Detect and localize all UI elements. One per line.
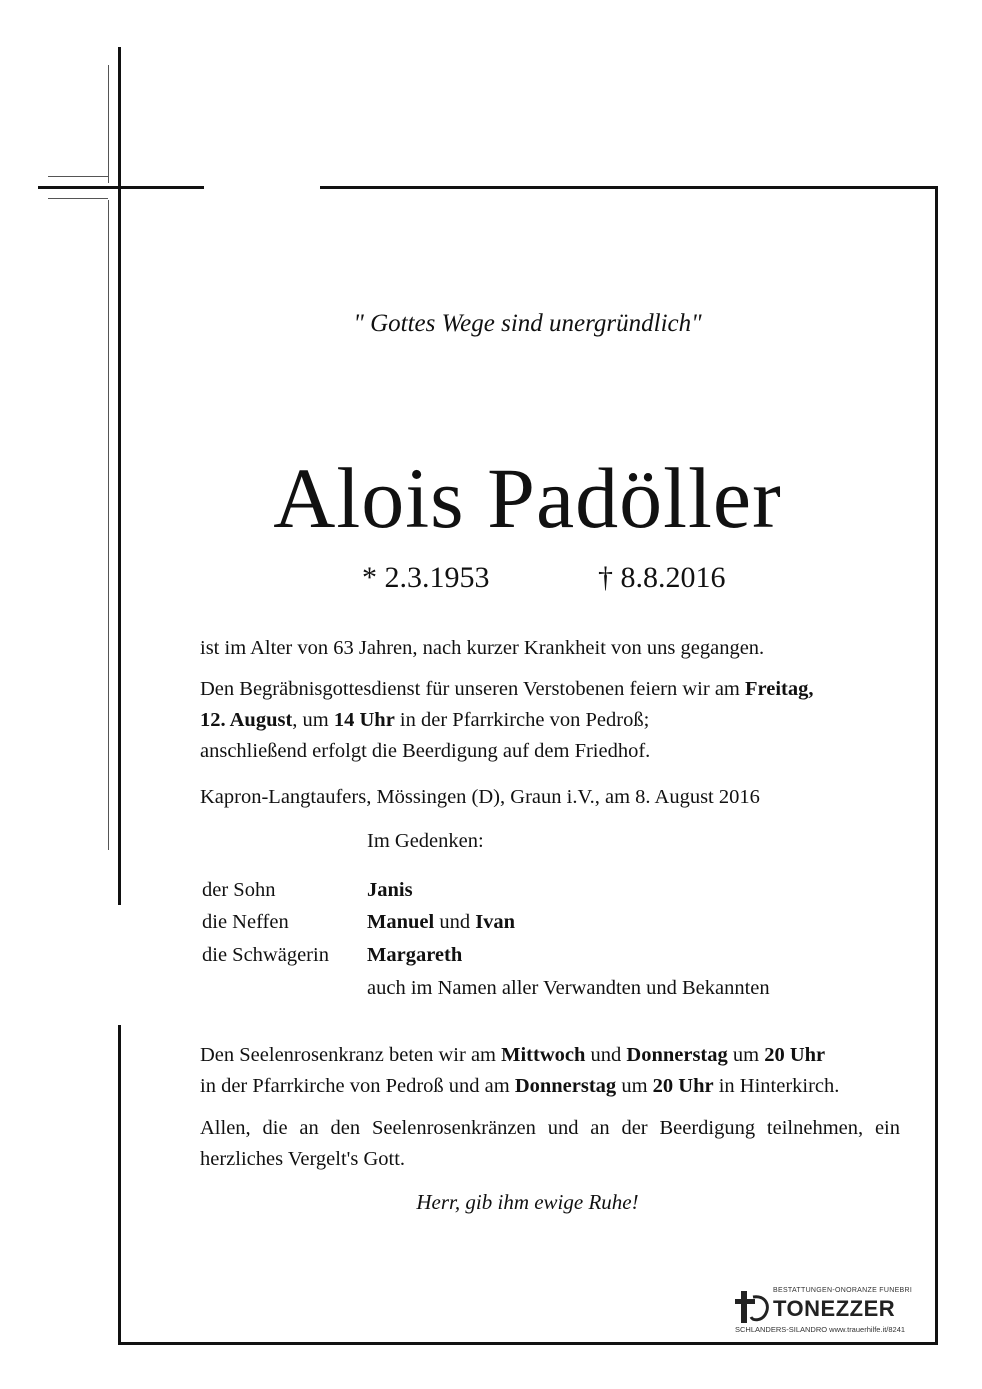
rosary-text: in Hinterkirch. [713, 1075, 840, 1097]
relative-names-sister-in-law [367, 944, 462, 967]
rosary-day: Donnerstag [626, 1044, 728, 1066]
relatives-note: auch im Namen aller Verwandten und Bekannten [367, 977, 770, 999]
relative-names-nephews [367, 911, 515, 934]
rosary-text: um [616, 1075, 653, 1097]
funeral-text-3: in der Pfarrkirche von Pedroß; [394, 709, 650, 731]
age-statement: ist im Alter von 63 Jahren, nach kurzer Krankheit von uns gegangen. [200, 637, 765, 659]
funeral-text-1: Den Begräbnisgottesdienst für unseren Verstobenen feiern wir am [200, 678, 745, 700]
rosary-text: und [585, 1044, 627, 1066]
rosary-text: um [727, 1044, 765, 1066]
funeral-text-2: , um [292, 709, 334, 731]
cross-horizontal-line [38, 186, 204, 189]
frame-right-line [935, 186, 938, 1345]
relation-sister-in-law: die Schwägerin [202, 944, 329, 966]
logo-tagline: BESTATTUNGEN-ONORANZE FUNEBRI [773, 1287, 913, 1294]
birth-date: * 2.3.1953 [362, 561, 490, 594]
cross-vertical-thin-line-lower [108, 200, 109, 850]
funeral-home-logo [735, 1287, 940, 1339]
memory-heading: Im Gedenken: [367, 830, 484, 852]
logo-brand: TONEZZER [773, 1296, 896, 1321]
funeral-day: Freitag, [745, 678, 814, 700]
frame-bottom-line [118, 1342, 938, 1345]
funeral-time: 14 Uhr [333, 709, 395, 731]
death-date: † 8.8.2016 [598, 561, 726, 594]
funeral-date: 12. August [200, 709, 293, 731]
cross-logo-icon [735, 1289, 771, 1325]
rosary-text: Den Seelenrosenkranz beten wir am [200, 1044, 502, 1066]
relative-name: Manuel [367, 911, 435, 933]
frame-left-lower-line [118, 1025, 121, 1345]
rosary-time: 20 Uhr [764, 1044, 826, 1066]
rosary-time: 20 Uhr [652, 1075, 714, 1097]
place-date-line: Kapron-Langtaufers, Mössingen (D), Graun i.V., am 8. August 2016 [200, 786, 760, 808]
rosary-day: Mittwoch [501, 1044, 586, 1066]
closing-prayer: Herr, gib ihm ewige Ruhe! [416, 1190, 639, 1214]
rosary-day: Donnerstag [514, 1075, 617, 1097]
cross-horizontal-thin-upper [48, 176, 108, 177]
deceased-name: Alois Padöller [273, 450, 782, 546]
cross-horizontal-thin-lower [48, 198, 108, 199]
relative-name: Janis [367, 879, 413, 901]
cross-vertical-thin-line [108, 65, 109, 183]
relative-name: Ivan [475, 911, 516, 933]
logo-subline: SCHLANDERS-SILANDRO www.trauerhilfe.it/8241 [735, 1325, 906, 1334]
rosary-text: in der Pfarrkirche von Pedroß und am [200, 1075, 515, 1097]
motto-quote: " Gottes Wege sind unergründlich" [353, 310, 702, 337]
relative-names-son [367, 879, 413, 902]
funeral-paragraph [200, 674, 900, 767]
relation-son: der Sohn [202, 879, 276, 901]
rosary-paragraph [200, 1040, 900, 1102]
relative-conjunction: und [434, 911, 476, 933]
relation-nephews: die Neffen [202, 911, 289, 933]
funeral-burial-line: anschließend erfolgt die Beerdigung auf dem Friedhof. [200, 740, 651, 762]
relative-name: Margareth [367, 944, 463, 966]
thanks-paragraph: Allen, die an den Seelenrosenkränzen und an der Beerdigung teilnehmen, ein herzliches Vergelt's Gott. [200, 1117, 900, 1170]
frame-top-line [320, 186, 938, 189]
